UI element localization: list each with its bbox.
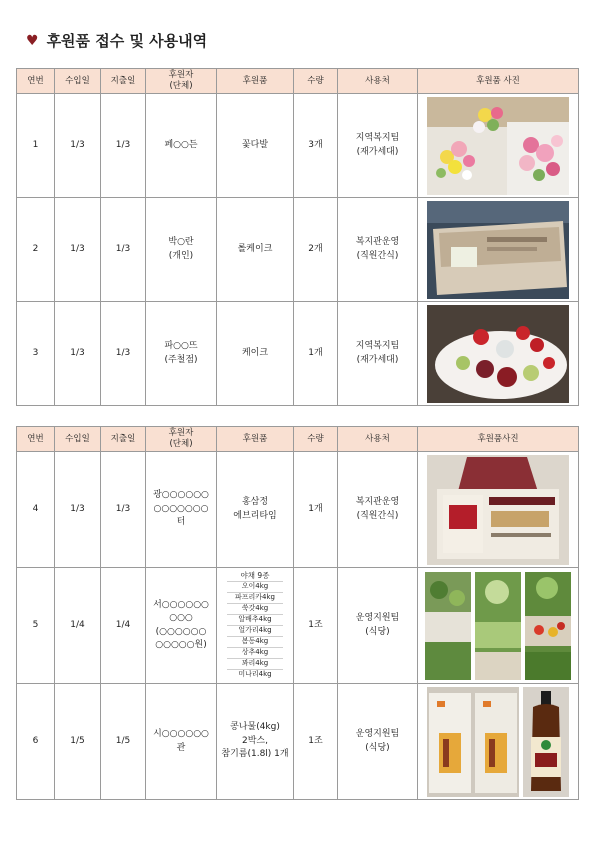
header-item: 후원품 xyxy=(217,69,294,94)
header-qty: 수량 xyxy=(294,69,338,94)
cell-donor: 페○○든 xyxy=(146,94,217,198)
page-title-text: 후원품 접수 및 사용내역 xyxy=(46,32,208,50)
header-out-date: 지출일 xyxy=(101,427,146,452)
table-row xyxy=(17,198,579,302)
cell-item: 콩나물(4kg) 2박스, 참기름(1.8l) 1개 xyxy=(217,684,294,800)
header-in-date: 수입일 xyxy=(55,69,101,94)
cell-no: 4 xyxy=(17,452,55,568)
header-no: 연번 xyxy=(17,69,55,94)
list-item: 미나리4kg xyxy=(238,670,272,679)
cell-qty: 3개 xyxy=(294,94,338,198)
cell-donor: 시○○○○○○ 관 xyxy=(146,684,217,800)
cell-qty: 1조 xyxy=(294,684,338,800)
cell-no: 3 xyxy=(17,302,55,406)
header-photo: 후원품사진 xyxy=(418,427,579,452)
flower-bouquet-photo xyxy=(418,97,578,195)
cell-in-date: 1/3 xyxy=(55,302,101,406)
table-row xyxy=(17,684,579,800)
table-row xyxy=(17,302,579,406)
cell-donor: 광○○○○○○ ○○○○○○○ 터 xyxy=(146,452,217,568)
cell-item: 롤케이크 xyxy=(217,198,294,302)
donation-table-1 xyxy=(16,68,579,406)
cell-item: 꽃다발 xyxy=(217,94,294,198)
header-use: 사용처 xyxy=(338,427,418,452)
header-out-date: 지출일 xyxy=(101,69,146,94)
cell-qty: 1개 xyxy=(294,302,338,406)
vegetable-boxes-photo xyxy=(418,572,578,680)
header-donor: 후원자 (단체) xyxy=(146,69,217,94)
table-row xyxy=(17,94,579,198)
cell-out-date: 1/3 xyxy=(101,198,146,302)
cell-donor: 파○○뜨 (주철점) xyxy=(146,302,217,406)
cell-use: 지역복지팀 (재가세대) xyxy=(338,94,418,198)
header-in-date: 수입일 xyxy=(55,427,101,452)
cell-no: 1 xyxy=(17,94,55,198)
rollcake-box-photo xyxy=(418,201,578,299)
cell-out-date: 1/4 xyxy=(101,568,146,684)
cell-out-date: 1/3 xyxy=(101,302,146,406)
donation-table-2 xyxy=(16,426,579,800)
cell-use: 운영지원팀 (식당) xyxy=(338,684,418,800)
beansprout-oil-photo xyxy=(418,687,578,797)
cell-use: 복지관운영 (직원간식) xyxy=(338,198,418,302)
cell-out-date: 1/3 xyxy=(101,94,146,198)
header-donor: 후원자 (단체) xyxy=(146,427,217,452)
list-item: 오이4kg xyxy=(227,582,283,593)
list-item: 상추4kg xyxy=(227,648,283,659)
list-item: 파프리카4kg xyxy=(227,593,283,604)
cell-qty: 2개 xyxy=(294,198,338,302)
cell-item: 홍삼정 에브리타임 xyxy=(217,452,294,568)
cell-donor: 서○○○○○○ ○○○ (○○○○○○ ○○○○○원) xyxy=(146,568,217,684)
cell-donor: 박○란 (개인) xyxy=(146,198,217,302)
cell-no: 5 xyxy=(17,568,55,684)
cell-qty: 1개 xyxy=(294,452,338,568)
cell-item: 케이크 xyxy=(217,302,294,406)
cell-photo xyxy=(418,198,579,302)
list-item: 쑥갓4kg xyxy=(227,604,283,615)
cell-in-date: 1/3 xyxy=(55,198,101,302)
cell-use: 운영지원팀 (식당) xyxy=(338,568,418,684)
list-item: 꽈리4kg xyxy=(227,659,283,670)
cell-item xyxy=(217,568,294,684)
table-row xyxy=(17,452,579,568)
red-ginseng-box-photo xyxy=(418,455,578,565)
header-photo: 후원품 사진 xyxy=(418,69,579,94)
header-qty: 수량 xyxy=(294,427,338,452)
cell-out-date: 1/3 xyxy=(101,452,146,568)
cell-in-date: 1/3 xyxy=(55,94,101,198)
cell-qty: 1조 xyxy=(294,568,338,684)
cell-use: 복지관운영 (직원간식) xyxy=(338,452,418,568)
table-row xyxy=(17,568,579,684)
list-item: 야채 9종 xyxy=(227,571,283,583)
page-title xyxy=(26,30,207,51)
header-no: 연번 xyxy=(17,427,55,452)
cell-photo xyxy=(418,94,579,198)
cell-in-date: 1/4 xyxy=(55,568,101,684)
cell-no: 6 xyxy=(17,684,55,800)
heart-icon: ♥ xyxy=(26,32,39,49)
vegetable-item-list xyxy=(217,571,293,681)
cell-photo xyxy=(418,684,579,800)
cell-photo xyxy=(418,568,579,684)
header-use: 사용처 xyxy=(338,69,418,94)
cake-photo xyxy=(418,305,578,403)
list-item: 봄동4kg xyxy=(227,637,283,648)
cell-photo xyxy=(418,452,579,568)
cell-photo xyxy=(418,302,579,406)
cell-use: 지역복지팀 (재가세대) xyxy=(338,302,418,406)
header-item: 후원품 xyxy=(217,427,294,452)
cell-in-date: 1/5 xyxy=(55,684,101,800)
cell-in-date: 1/3 xyxy=(55,452,101,568)
list-item: 알배추4kg xyxy=(227,615,283,626)
cell-no: 2 xyxy=(17,198,55,302)
list-item: 얼가리4kg xyxy=(227,626,283,637)
cell-out-date: 1/5 xyxy=(101,684,146,800)
